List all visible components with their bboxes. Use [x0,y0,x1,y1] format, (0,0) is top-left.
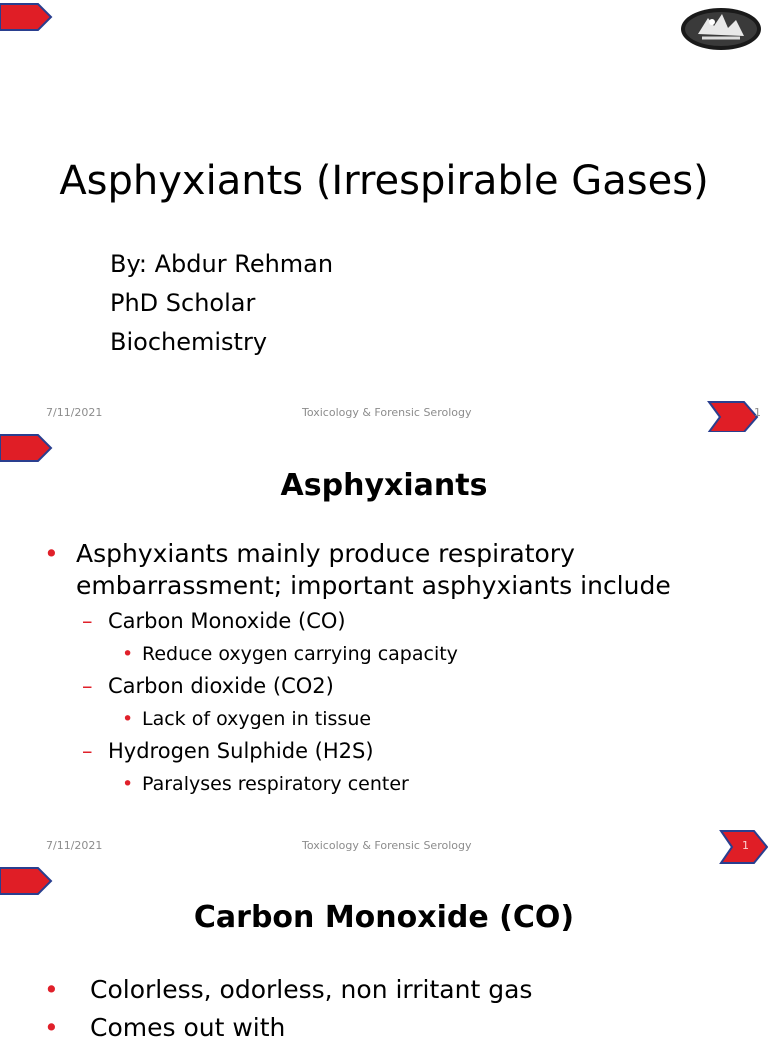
footer-page-number: 1 [742,839,749,852]
bullet-marker: • [44,975,59,1004]
footer-center: Toxicology & Forensic Serology [302,406,472,419]
slide-3 [0,864,768,1042]
bullet-marker: • [122,708,134,730]
item-carbon-monoxide: Carbon Monoxide (CO) [108,609,346,633]
author-line: By: Abdur Rehman [110,250,334,278]
bullet-text-line-2: embarrassment; important asphyxiants include [76,571,671,600]
item-hydrogen-sulphide: Hydrogen Sulphide (H2S) [108,739,374,763]
chevron-arrow-icon [0,867,52,895]
footer-page-number: 1 [754,406,761,419]
slide-2 [0,432,768,864]
slide-title: Carbon Monoxide (CO) [193,900,575,935]
department-line: Biochemistry [110,328,268,356]
footer-date: 7/11/2021 [46,839,103,852]
chevron-arrow-icon [0,434,52,462]
dash-marker: – [82,609,93,633]
degree-line: PhD Scholar [110,289,256,317]
item-carbon-dioxide: Carbon dioxide (CO2) [108,674,334,698]
dash-marker: – [82,674,93,698]
slide-1 [0,0,768,432]
logo-icon [678,4,764,54]
bullet-marker: • [122,643,134,665]
bullet-marker: • [122,773,134,795]
item-hydrogen-sulphide-detail: Paralyses respiratory center [142,773,409,795]
footer-date: 7/11/2021 [46,406,103,419]
dash-marker: – [82,739,93,763]
bullet-colorless-gas: Colorless, odorless, non irritant gas [90,975,533,1004]
bullet-text-line-1: Asphyxiants mainly produce respiratory [76,539,575,568]
bullet-comes-out-with: Comes out with [90,1013,286,1042]
chevron-arrow-icon [0,3,52,31]
bullet-marker: • [44,539,59,568]
next-arrow-icon[interactable] [708,401,758,433]
footer-center: Toxicology & Forensic Serology [302,839,472,852]
item-carbon-dioxide-detail: Lack of oxygen in tissue [142,708,372,730]
slide-title: Asphyxiants [280,468,488,503]
bullet-marker: • [44,1013,59,1042]
item-carbon-monoxide-detail: Reduce oxygen carrying capacity [142,643,458,665]
slide-title: Asphyxiants (Irrespirable Gases) [59,158,709,204]
